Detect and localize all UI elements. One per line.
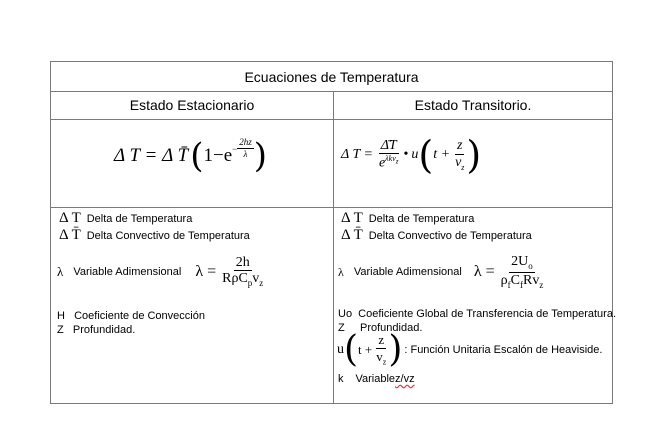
legend-text: Delta Convectivo de Temperatura — [86, 229, 250, 242]
transient-equation — [341, 133, 482, 177]
paren: ) — [388, 329, 403, 370]
legend-h: H Coeficiente de Convección — [57, 310, 205, 322]
equation-fraction — [377, 138, 401, 173]
legend-delta-t — [59, 210, 192, 227]
u-symbol: u — [337, 342, 344, 357]
u-symbol: u — [411, 147, 419, 162]
lambda-eq: λ = — [195, 262, 217, 280]
fraction-denominator: $e^{\lambda kv_z}$ — [378, 153, 399, 171]
delta-t-symbol: Δ T — [59, 210, 81, 226]
paren: ) — [253, 136, 268, 176]
z-over-v-fraction — [453, 138, 466, 172]
legend-delta-t-bar — [341, 227, 532, 244]
paren: ) — [466, 133, 482, 177]
column-divider — [333, 91, 334, 403]
legend-text: Delta de Temperatura — [368, 212, 475, 225]
exponent-numerator: 2hz — [239, 137, 252, 148]
fraction-numerator: z — [378, 332, 385, 348]
delta-t-bar-symbol: Δ T̄ — [59, 227, 81, 243]
legend-delta-t — [341, 210, 474, 227]
fraction-denominator: $R\rho C_pv_z$ — [222, 271, 264, 289]
lambda-fraction — [499, 254, 546, 290]
t-plus: t + — [433, 147, 451, 162]
fraction-denominator: $\rho_fC_fRv_z$ — [500, 272, 544, 290]
paren: ( — [344, 329, 359, 370]
stationary-equation — [114, 136, 268, 176]
fraction-denominator: $v_z$ — [376, 348, 387, 367]
delta-t-symbol: Δ T — [341, 210, 363, 226]
legend-heaviside — [337, 329, 603, 370]
fraction-numerator: 2h — [235, 255, 250, 270]
equation-lhs: Δ T = — [341, 147, 373, 162]
k-value: z/vz — [395, 373, 415, 385]
legend-text: : Función Unitaria Escalón de Heaviside. — [404, 344, 603, 356]
exponent: − $\frac{2hz}{\lambda}$ — [232, 137, 252, 160]
lambda-fraction — [220, 255, 265, 289]
column-header-stationary: Estado Estacionario — [129, 97, 255, 113]
fraction-numerator: z — [457, 138, 463, 154]
legend-z: Z Profundidad. — [57, 324, 136, 336]
column-header-transient: Estado Transitorio. — [414, 97, 532, 113]
table-title: Ecuaciones de Temperatura — [244, 68, 419, 85]
fraction-numerator: $2U_o$ — [511, 254, 533, 271]
legend-k — [338, 373, 415, 385]
legend-text: Variable Adimensional — [353, 266, 462, 279]
legend-text: Variable Adimensional — [73, 265, 182, 278]
equation-lhs: Δ T = Δ T̄ — [114, 145, 189, 166]
paren: ( — [190, 136, 204, 176]
equation-term: 1−e — [203, 145, 233, 166]
fraction-denominator: $v_z$ — [455, 154, 465, 172]
divider — [51, 119, 612, 120]
paren: ( — [418, 133, 434, 177]
legend-lambda — [57, 255, 265, 289]
legend-lambda — [338, 254, 545, 290]
multiply-dot: • — [403, 147, 409, 162]
lambda-symbol: λ — [338, 264, 344, 279]
legend-delta-t-bar — [59, 227, 250, 244]
fraction-numerator: Δ̄T — [380, 137, 397, 153]
temperature-equations-table — [50, 61, 617, 404]
lambda-symbol: λ — [57, 263, 64, 279]
legend-text: Delta Convectivo de Temperatura — [368, 229, 532, 242]
legend-text: Variable — [355, 373, 396, 385]
legend-text: Delta de Temperatura — [86, 212, 193, 225]
k-symbol: k — [338, 373, 344, 385]
delta-t-bar-symbol: Δ T̄ — [341, 227, 363, 243]
exponent-denominator: λ — [243, 149, 248, 160]
lambda-eq: λ = — [473, 263, 495, 281]
legend-z: Z Profundidad. — [338, 322, 423, 334]
legend-uo: Uo Coeficiente Global de Transferencia de Temperatura. — [338, 308, 617, 320]
z-over-v-fraction — [374, 333, 388, 366]
divider — [51, 207, 612, 208]
t-plus: t + — [358, 342, 373, 357]
